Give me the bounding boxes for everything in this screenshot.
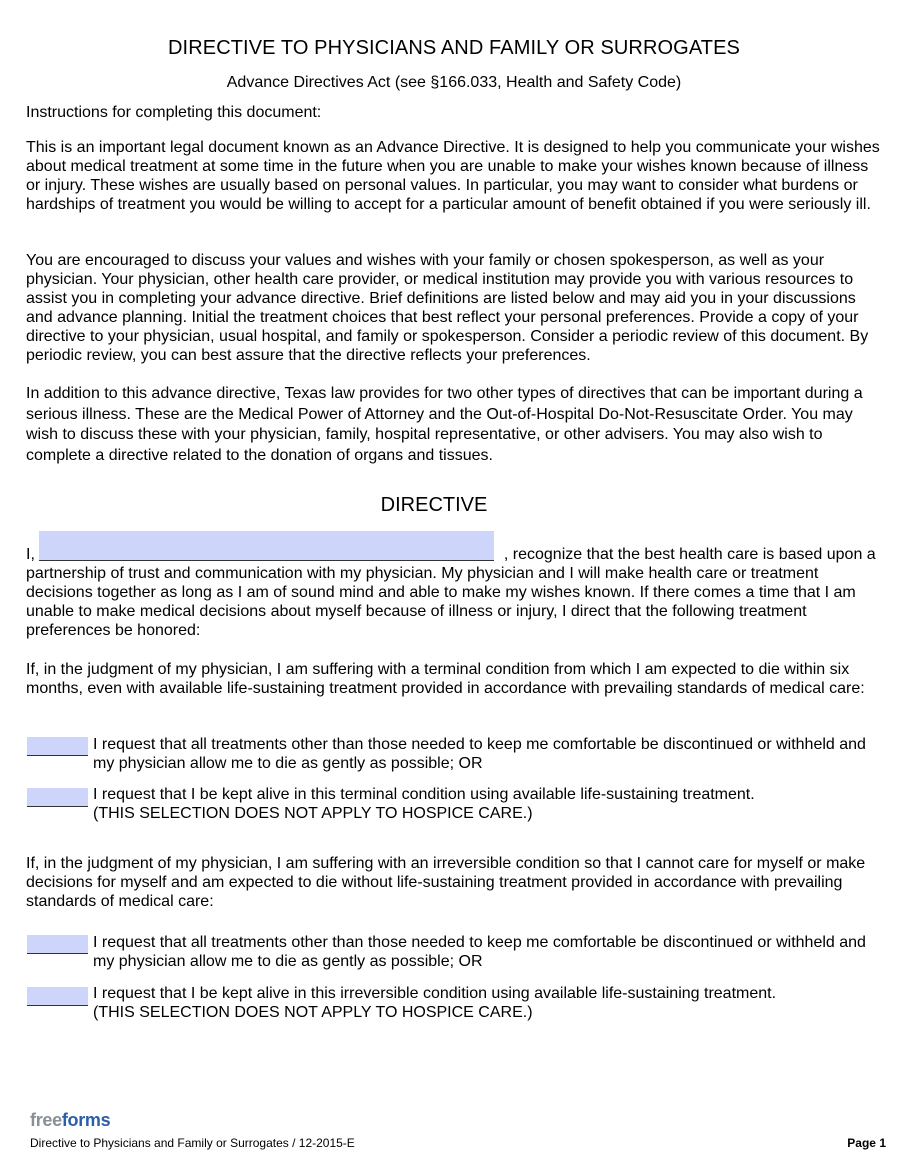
directive-prefix: I,	[26, 546, 35, 563]
terminal-option-2-initial-field[interactable]	[27, 788, 88, 807]
irreversible-option-2-line-2: (THIS SELECTION DOES NOT APPLY TO HOSPICE CARE.)	[93, 1004, 533, 1021]
terminal-option-1-initial-field[interactable]	[27, 737, 88, 756]
declarant-name-input[interactable]	[39, 531, 494, 561]
document-title: DIRECTIVE TO PHYSICIANS AND FAMILY OR SURROGATES	[168, 37, 740, 59]
irreversible-option-2-initial-field[interactable]	[27, 987, 88, 1006]
instructions-heading: Instructions for completing this document:	[26, 104, 322, 121]
terminal-option-1-text: I request that all treatments other than those needed to keep me comfortable be discontinued or withheld and my physician allow me to die as gently as possible; OR	[93, 736, 866, 772]
footer-page-number: Page 1	[847, 1136, 886, 1150]
irreversible-option-1-text: I request that all treatments other than those needed to keep me comfortable be discontinued or withheld and my physician allow me to die as gently as possible; OR	[93, 934, 866, 970]
irreversible-option-2-text	[93, 984, 883, 1022]
directive-heading: DIRECTIVE	[380, 494, 488, 516]
irreversible-option-2-line-1: I request that I be kept alive in this irreversible condition using available life-sustaining treatment.	[93, 985, 777, 1002]
footer-form-id: Directive to Physicians and Family or Surrogates / 12-2015-E	[30, 1136, 355, 1150]
terminal-condition-intro: If, in the judgment of my physician, I am suffering with a terminal condition from which I am expected to die within six months, even with available life-sustaining treatment provided in accordance with prevailing standards of medical care:	[26, 661, 865, 697]
directive-statement-text: , recognize that the best health care is based upon a partnership of trust and communication with my physician. My physician and I will make health care or treatment decisions together as long as I am of sound mind and able to make my wishes known. If there comes a time that I am unable to make medical decisions about myself because of illness or injury, I direct that the following treatment preferences be honored:	[26, 546, 876, 639]
freeforms-logo: freeforms	[30, 1110, 111, 1130]
instructions-paragraph-3: In addition to this advance directive, Texas law provides for two other types of directives that can be important during a serious illness. These are the Medical Power of Attorney and the Out-of-Hospital Do-Not-Resuscitate Order. You may wish to discuss these with your physician, family, hospital representative, or other advisers. You may also wish to complete a directive related to the donation of organs and tissues.	[26, 385, 863, 464]
irreversible-condition-intro: If, in the judgment of my physician, I am suffering with an irreversible condition so that I cannot care for myself or make decisions for myself and am expected to die without life-sustaining treatment provided in accordance with prevailing standards of medical care:	[26, 855, 866, 910]
instructions-paragraph-1: This is an important legal document known as an Advance Directive. It is designed to help you communicate your wishes about medical treatment at some time in the future when you are unable to make your wishes known because of illness or injury. These wishes are usually based on personal values. In particular, you may want to consider what burdens or hardships of treatment you would be willing to accept for a particular amount of benefit obtained if you were seriously ill.	[26, 139, 880, 213]
terminal-option-2-text	[93, 785, 883, 823]
terminal-option-2-line-1: I request that I be kept alive in this terminal condition using available life-sustaining treatment.	[93, 786, 755, 803]
document-subtitle: Advance Directives Act (see §166.033, Health and Safety Code)	[226, 74, 682, 91]
terminal-option-2-line-2: (THIS SELECTION DOES NOT APPLY TO HOSPICE CARE.)	[93, 805, 533, 822]
instructions-paragraph-2: You are encouraged to discuss your values and wishes with your family or chosen spokesperson, as well as your physician. Your physician, other health care provider, or medical institution may provide you with various resources to assist you in completing your advance directive. Brief definitions are listed below and may aid you in your discussions and advance planning. Initial the treatment choices that best reflect your personal preferences. Provide a copy of your directive to your physician, usual hospital, and family or spokesperson. Consider a periodic review of this document. By periodic review, you can best assure that the directive reflects your preferences.	[26, 252, 869, 364]
irreversible-option-1-initial-field[interactable]	[27, 935, 88, 954]
